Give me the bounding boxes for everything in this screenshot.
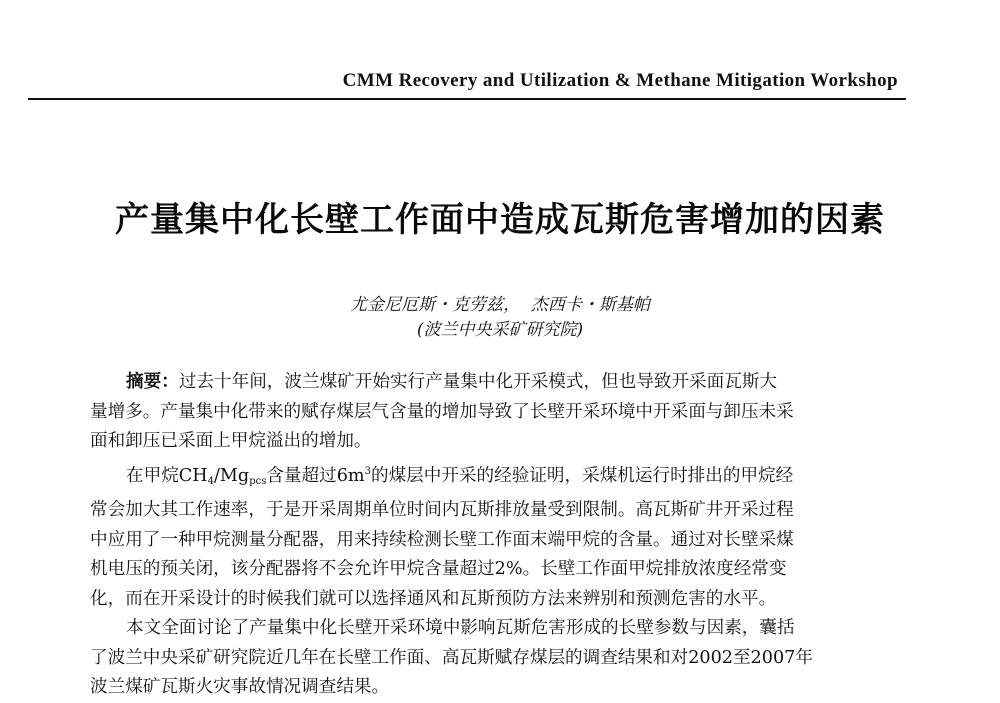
abstract-line: 在甲烷$CH_4/Mg_{pcs}$含量超过$6m^3$的煤层中开采的经验证明，采煤机运行时排出的甲烷经 xyxy=(126,465,794,487)
abstract-paragraph-3 xyxy=(90,614,908,703)
abstract-paragraph-2 xyxy=(90,457,908,615)
abstract-line: 机电压的预关闭，该分配器将不会允许甲烷含量超过2%。长壁工作面甲烷排放浓度经常变 xyxy=(90,559,787,579)
article-affiliation: (波兰中央采矿研究院) xyxy=(416,320,584,340)
subscript-4: 4 xyxy=(207,475,214,487)
running-header-title: CMM Recovery and Utilization & Methane Mitigation Workshop xyxy=(342,70,898,91)
superscript-3: 3 xyxy=(364,465,371,477)
abstract-line: 波兰煤矿瓦斯火灾事故情况调查结果。 xyxy=(90,677,390,697)
abstract-line: 了波兰中央采矿研究院近几年在长壁工作面、高瓦斯赋存煤层的调查结果和对2002至2007年 xyxy=(90,647,813,668)
abstract-line: 中应用了一种甲烷测量分配器，用来持续检测长壁工作面末端甲烷的含量。通过对长壁采煤 xyxy=(90,529,794,550)
abstract-line: 摘要：过去十年间，波兰煤矿开始实行产量集中化开采模式，但也导致开采面瓦斯大 xyxy=(126,372,778,392)
abstract-line: 量增多。产量集中化带来的赋存煤层气含量的增加导致了长壁开采环境中开采面与卸压未采 xyxy=(90,401,794,422)
abstract-line: 常会加大其工作速率，于是开采周期单位时间内瓦斯排放量受到限制。高瓦斯矿井开采过程 xyxy=(90,500,794,520)
abstract-line: 本文全面讨论了产量集中化长壁开采环境中影响瓦斯危害形成的长壁参数与因素，囊括 xyxy=(126,618,795,638)
abstract-line: 面和卸压已采面上甲烷溢出的增加。 xyxy=(90,431,372,451)
abstract-body xyxy=(90,368,908,703)
header-rule xyxy=(28,98,906,100)
article-title: 产量集中化长壁工作面中造成瓦斯危害增加的因素 xyxy=(115,200,885,240)
abstract-label: 摘要： xyxy=(126,372,179,392)
article-authors: 尤金尼厄斯・克劳兹， 杰西卡・斯基帕 xyxy=(350,295,650,315)
abstract-line: 化，而在开采设计的时候我们就可以选择通风和瓦斯预防方法来辨别和预测危害的水平。 xyxy=(90,588,777,609)
subscript-pcs: pcs xyxy=(249,475,267,487)
abstract-paragraph-1 xyxy=(90,368,908,457)
